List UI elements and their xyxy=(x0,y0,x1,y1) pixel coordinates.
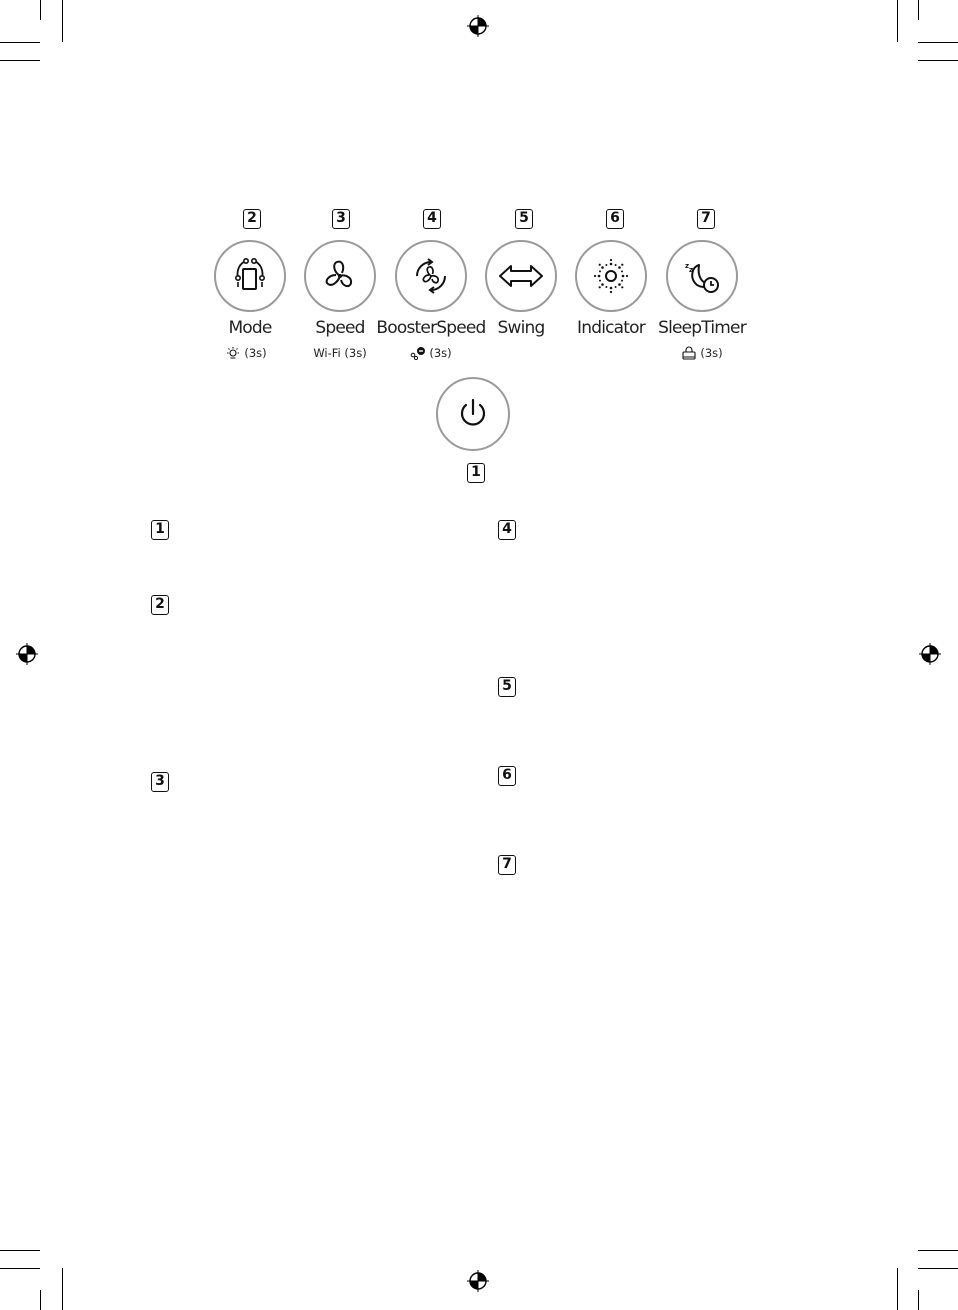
crop-mark xyxy=(918,1290,919,1310)
callout-number-6: 6 xyxy=(606,209,624,229)
indicator-light-icon xyxy=(589,254,633,298)
double-arrow-icon xyxy=(497,261,545,291)
speed-sublabel-text: Wi-Fi (3s) xyxy=(313,346,367,360)
crop-mark xyxy=(0,42,40,43)
swing-label: Swing xyxy=(497,318,545,338)
mode-label: Mode xyxy=(228,318,272,338)
callout-number-1: 1 xyxy=(467,463,485,483)
description-number-6: 6 xyxy=(498,766,516,786)
crop-mark xyxy=(62,1268,63,1310)
filter-reset-icon xyxy=(410,346,426,360)
sleep-timer-sublabel-text: (3s) xyxy=(700,346,723,360)
mode-button[interactable] xyxy=(214,240,286,312)
crop-mark xyxy=(0,60,40,61)
crop-mark xyxy=(0,1250,40,1251)
booster-speed-sublabel xyxy=(376,346,486,360)
description-number-1: 1 xyxy=(151,520,169,540)
speed-label: Speed xyxy=(315,318,365,338)
power-icon xyxy=(453,394,493,434)
speed-button[interactable] xyxy=(304,240,376,312)
light-bulb-icon xyxy=(225,346,241,360)
callout-number-5: 5 xyxy=(515,209,533,229)
callout-number-3: 3 xyxy=(332,209,350,229)
booster-speed-label: BoosterSpeed xyxy=(376,318,486,338)
crop-mark xyxy=(918,1268,958,1269)
crop-mark xyxy=(897,0,898,42)
svg-text:z: z xyxy=(685,262,690,270)
swing-button[interactable] xyxy=(485,240,557,312)
description-number-2: 2 xyxy=(151,595,169,615)
child-lock-icon xyxy=(681,346,697,360)
mode-icon xyxy=(228,254,272,298)
crop-mark xyxy=(40,1290,41,1310)
svg-text:z: z xyxy=(689,266,694,274)
sleep-timer-sublabel xyxy=(647,346,757,360)
crop-mark xyxy=(0,1268,40,1269)
booster-speed-button[interactable] xyxy=(395,240,467,312)
indicator-button[interactable] xyxy=(575,240,647,312)
callout-number-4: 4 xyxy=(423,209,441,229)
sleep-timer-label: SleepTimer xyxy=(658,318,746,338)
description-number-5: 5 xyxy=(498,677,516,697)
callout-number-7: 7 xyxy=(697,209,715,229)
booster-speed-sublabel-text: (3s) xyxy=(429,346,452,360)
power-button[interactable] xyxy=(436,377,510,451)
indicator-label: Indicator xyxy=(577,318,645,338)
crop-mark xyxy=(918,42,958,43)
registration-mark-icon xyxy=(919,643,941,665)
crop-mark xyxy=(62,0,63,42)
description-number-4: 4 xyxy=(498,520,516,540)
crop-mark xyxy=(40,0,41,20)
registration-mark-icon xyxy=(467,1270,489,1292)
crop-mark xyxy=(918,1250,958,1251)
crop-mark xyxy=(918,60,958,61)
mode-sublabel-text: (3s) xyxy=(244,346,267,360)
callout-number-2: 2 xyxy=(243,209,261,229)
sleep-timer-button[interactable] xyxy=(666,240,738,312)
booster-fan-icon xyxy=(408,253,454,299)
sleep-moon-clock-icon xyxy=(679,253,725,299)
description-number-3: 3 xyxy=(151,772,169,792)
crop-mark xyxy=(918,0,919,20)
registration-mark-icon xyxy=(467,15,489,37)
registration-mark-icon xyxy=(16,643,38,665)
description-number-7: 7 xyxy=(498,855,516,875)
crop-mark xyxy=(897,1268,898,1310)
fan-icon xyxy=(318,254,362,298)
